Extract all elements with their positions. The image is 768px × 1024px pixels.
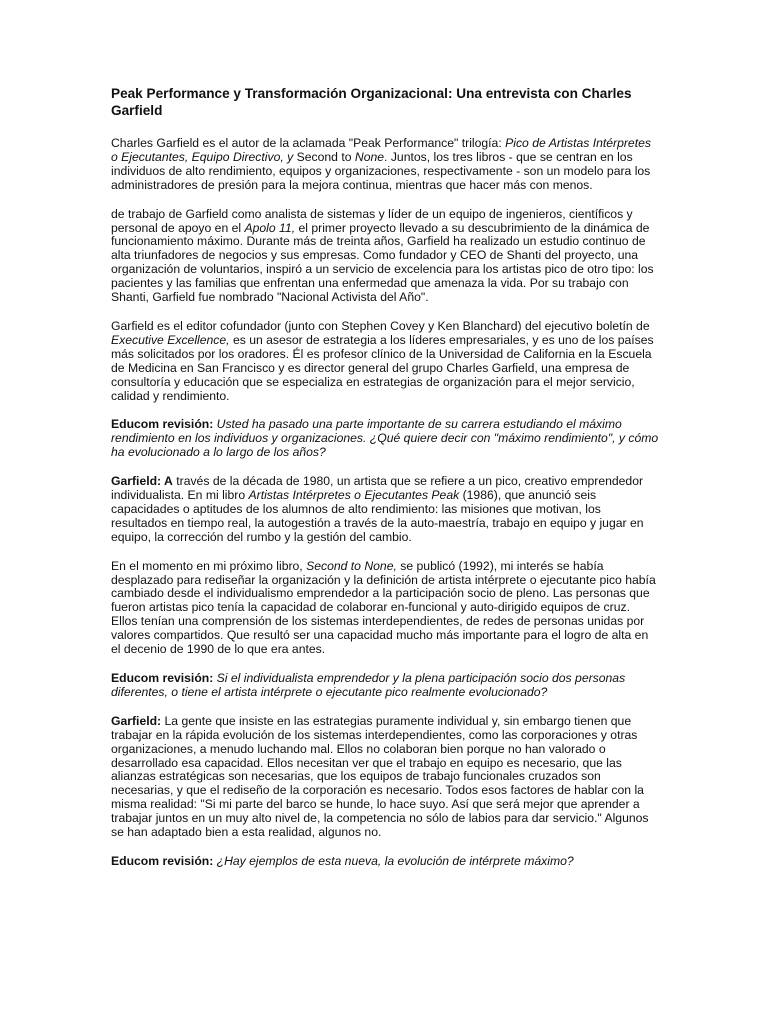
body-text: Second to <box>296 149 355 164</box>
speaker-label: Educom revisión: <box>111 671 214 685</box>
narrative-paragraph <box>111 320 659 403</box>
speaker-label: Garfield: <box>111 713 162 728</box>
document-title: Peak Performance y Transformación Organizacional: Una entrevista con Charles Garfield <box>111 86 632 118</box>
italic-text: Apolo 11, <box>244 220 296 235</box>
italic-text: Artistas Intérpretes o Ejecutantes Peak <box>248 488 460 503</box>
speaker-label: Garfield: A <box>111 474 173 489</box>
speaker-label: Educom revisión: <box>111 853 214 868</box>
speaker-label: Educom revisión: <box>111 417 214 432</box>
italic-text: Pico de Artistas Intérpretes o Ejecutantes, Equipo Directivo, y <box>111 136 651 164</box>
narrative-paragraph <box>111 208 659 305</box>
question-paragraph <box>111 855 659 869</box>
question-paragraph <box>111 418 659 460</box>
body-text: La gente que insiste en las estrategias puramente individual y, sin embargo tienen que trabajar en la rápida evolución de los sistemas interdependientes, como las corporaciones y otras organizaciones, a menudo luchando mal. Ellos no colaboran bien porque no han valorado o desarrollado esa capacidad. Ellos necesitan ver que el trabajo en equipo es necesario, que las alianzas estratégicas son necesarias, que los equipos de trabajo funcionales cruzados son necesarias, y que el rediseño de la corporación es necesario. Todos esos factores de hablar con la misma realidad: "Si mi parte del barco se hunde, lo hace suyo. Así que será mejor que aprender a trabajar juntos en un muy alto nivel de, la competencia no sólo de labios para dar servicio." Algunos se han adaptado bien a esta realidad, algunos no. <box>111 713 649 840</box>
body-text: través de la década de 1980, un artista que se refiere a un pico, creativo emprendedor individualista. En mi libro <box>111 474 644 503</box>
document-page <box>111 85 659 884</box>
body-text: es un asesor de estrategia a los líderes empresariales, y es uno de los países más solicitados por los oradores. Él es profesor clínico de la Universidad de California en la Escuela de Medicina en San Francisco y es director general del grupo Charles Garfield, una empresa de consultoría y educación que se especializa en estrategias de organización para el mejor servicio, calidad y rendimiento. <box>111 332 654 403</box>
body-text: . Juntos, los tres libros - que se centran en los individuos de alto rendimiento, equipos y organizaciones, respectivamente - son un modelo para los administradores de presión para la mejora continua, mientras que hacer más con menos. <box>111 149 651 192</box>
answer-paragraph <box>111 475 659 545</box>
body-text: el primer proyecto llevado a su descubrimiento de la dinámica de funcionamiento máximo. Durante más de treinta años, Garfield ha realizado un estudio continuo de alta triunfadores de negocios y sus empresas. Como fundador y CEO de Shanti del proyecto, una organización de voluntarios, inspiró a un servicio de excelencia para los artistas pico de otro tipo: los pacientes y las familias que enfrentan una enfermedad que amenaza la vida. Por su trabajo con Shanti, Garfield fue nombrado "Nacional Activista del Año". <box>111 220 654 305</box>
question-paragraph <box>111 672 659 700</box>
italic-text: ¿Hay ejemplos de esta nueva, la evolución de intérprete máximo? <box>213 853 574 868</box>
document-body <box>111 137 659 869</box>
answer-paragraph <box>111 715 659 840</box>
body-text: En el momento en mi próximo libro, <box>111 558 307 573</box>
answer-paragraph <box>111 560 659 657</box>
italic-text: Usted ha pasado una parte importante de su carrera estudiando el máximo rendimiento en los individuos y organizaciones. ¿Qué quiere decir con "máximo rendimiento", y cómo ha evolucionado a lo largo de los años? <box>111 417 659 460</box>
body-text: (1986), que anunció seis capacidades o aptitudes de los alumnos de alto rendimiento: las misiones que motivan, los resultados en tiempo real, la autogestión a través de la auto-maestría, trabajo en equipo y jugar en equipo, la corrección del rumbo y la gestión del cambio. <box>111 488 644 544</box>
body-text: Garfield es el editor cofundador (junto con Stephen Covey y Ken Blanchard) del ejecutivo boletín de <box>111 318 650 333</box>
italic-text: Second to None, <box>306 558 397 573</box>
body-text: Charles Garfield es el autor de la aclamada "Peak Performance" trilogía: <box>111 136 506 150</box>
italic-text: None <box>354 149 385 164</box>
body-text: se publicó (1992), mi interés se había desplazado para rediseñar la organización y la definición de artista intérprete o ejecutante pico había cambiado desde el individualismo emprendedor a la participación socio de pleno. Las personas que fueron artistas pico tenía la capacidad de colaborar en-funcional y auto-dirigido equipos de cruz. Ellos tenían una comprensión de los sistemas interdependientes, de redes de personas unidas por valores compartidos. Que resultó ser una capacidad mucho más importante para el logro de alta en el decenio de 1990 de lo que era antes. <box>111 558 656 657</box>
narrative-paragraph <box>111 137 659 193</box>
body-text: de trabajo de Garfield como analista de sistemas y líder de un equipo de ingenieros, científicos y personal de apoyo en el <box>111 206 633 235</box>
italic-text: Executive Excellence, <box>111 332 230 347</box>
italic-text: Si el individualista emprendedor y la plena participación socio dos personas diferentes, o tiene el artista intérprete o ejecutante pico realmente evolucionado? <box>111 671 626 699</box>
